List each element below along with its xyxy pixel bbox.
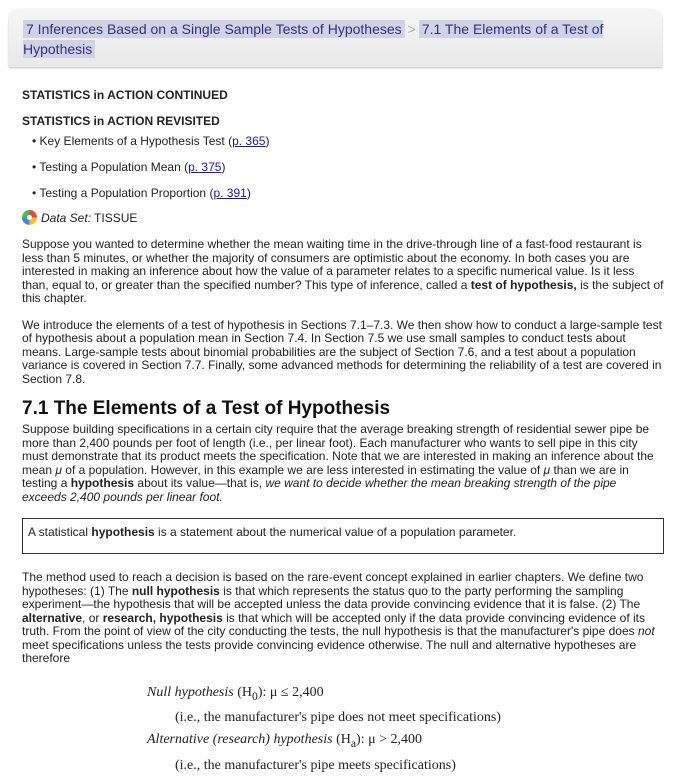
page-link[interactable]: p. 375 xyxy=(188,160,222,174)
section-paragraph-2: The method used to reach a decision is based on the rare-event concept explained in earlier chapters. We define two hypotheses: (1) The null hypothesis is that which represents the status quo to the party performing the sampling experiment—the hypothesis that will be accepted unless the data provide convincing evidence that it is false. (2) The alternative, or research, hypothesis is that which will be accepted only if the data provide convincing evidence of its truth. From the point of view of the city conducting the tests, the null hypothesis is that the manufacturer's pipe does not meet specifications unless the tests provide convincing evidence otherwise. The null and alternative hypotheses are therefore xyxy=(22,570,655,665)
main-content xyxy=(22,84,664,777)
list-item xyxy=(32,186,664,200)
breadcrumb-section-link[interactable]: 7.1 The Elements of a Test of Hypothesis xyxy=(23,21,604,57)
statistics-revisited-heading: STATISTICS in ACTION REVISITED xyxy=(22,114,220,128)
list-item-close: ) xyxy=(265,134,270,148)
section-title: 7.1 The Elements of a Test of Hypothesis xyxy=(22,398,391,419)
list-item-text: Testing a Population Proportion ( xyxy=(39,186,214,200)
bullet: • xyxy=(32,160,37,174)
key-list xyxy=(32,134,664,200)
breadcrumb xyxy=(23,19,653,59)
list-item-text: Key Elements of a Hypothesis Test ( xyxy=(39,134,233,148)
statistics-continued-heading: STATISTICS in ACTION CONTINUED xyxy=(22,88,228,102)
list-item-text: Testing a Population Mean ( xyxy=(39,160,189,174)
dataset-label: Data Set: xyxy=(41,210,92,225)
page-link[interactable]: p. 365 xyxy=(232,134,266,148)
list-item xyxy=(32,134,664,148)
alternative-hypothesis-equation: Alternative (research) hypothesis $(H_a)$: μ > 2,400 xyxy=(147,732,422,751)
hypothesis-equations xyxy=(22,682,664,778)
null-hypothesis-equation: Null hypothesis $(H_0)$: μ ≤ 2,400 xyxy=(147,684,324,703)
page-link[interactable]: p. 391 xyxy=(213,186,247,200)
breadcrumb-chapter-link[interactable]: 7 Inferences Based on a Single Sample Tests of Hypotheses xyxy=(23,20,405,38)
data-disc-icon[interactable] xyxy=(22,210,37,225)
definition-box: A statistical hypothesis is a statement about the numerical value of a population parameter. xyxy=(22,518,664,554)
bullet: • xyxy=(32,186,37,200)
bullet: • xyxy=(32,134,37,148)
dataset-line xyxy=(22,210,664,225)
list-item xyxy=(32,160,664,174)
list-item-close: ) xyxy=(221,160,226,174)
list-item-close: ) xyxy=(246,186,251,200)
breadcrumb-separator: > xyxy=(407,21,416,37)
alternative-hypothesis-note: (i.e., the manufacturer's pipe meets specifications) xyxy=(175,758,456,774)
breadcrumb-bar xyxy=(9,9,662,67)
null-hypothesis-note: (i.e., the manufacturer's pipe does not meet specifications) xyxy=(175,710,501,726)
section-paragraph-1: Suppose building specifications in a certain city require that the average breaking strength of residential sewer pipe be more than 2,400 pounds per foot of length (i.e., per linear foot). Each manufacturer who wants to sell pipe in this city must demonstrate that its product meets the specification. Note that we are interested in making an inference about the mean μ of a population. However, in this example we are less interested in estimating the value of μ than we are in testing a hypothesis about its value—that is, we want to decide whether the mean breaking strength of the pipe exceeds 2,400 pounds per linear foot. xyxy=(22,422,654,504)
dataset-name: TISSUE xyxy=(94,210,138,225)
intro-paragraph-2: We introduce the elements of a test of hypothesis in Sections 7.1–7.3. We then show how to conduct a large-sample test of hypothesis about a population mean in Section 7.4. In Section 7.5 we use small samples to conduct tests about means. Large-sample tests about binomial probabilities are the subject of Section 7.6, and a test about a population variance is covered in Section 7.7. Finally, some advanced methods for determining the reliability of a test are covered in Section 7.8. xyxy=(22,317,662,386)
intro-paragraph-1: Suppose you wanted to determine whether the mean waiting time in the drive-through line of a fast-food restaurant is less than 5 minutes, or whether the majority of consumers are optimistic about the economy. In both cases you are interested in making an inference about how the value of a parameter relates to a specific numerical value. Is it less than, equal to, or greater than the specified number? This type of inference, called a test of hypothesis, is the subject of this chapter. xyxy=(22,237,664,305)
